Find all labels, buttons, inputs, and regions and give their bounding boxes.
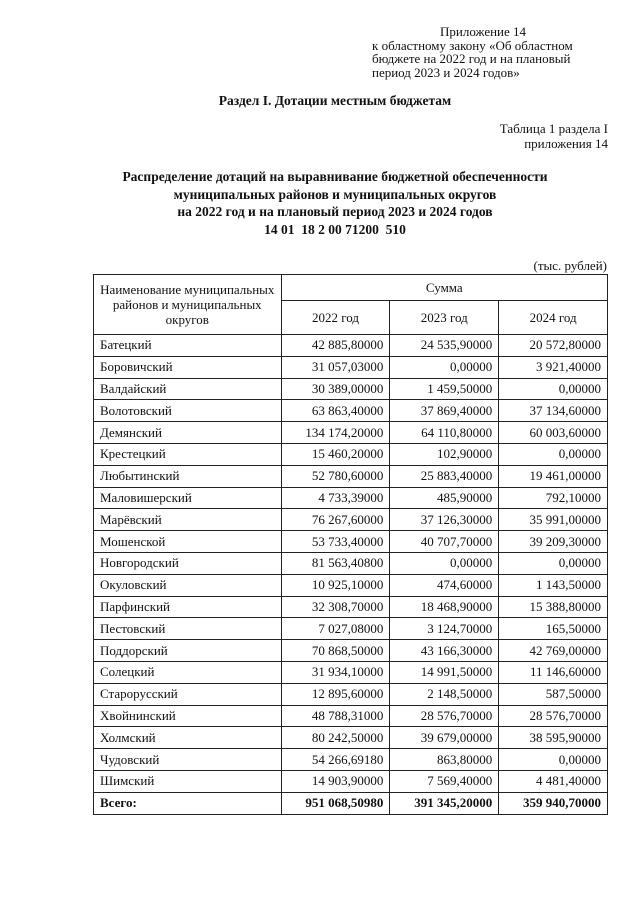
- table-row: [94, 335, 608, 357]
- district-name-cell: Пестовский: [94, 618, 282, 640]
- value-2024-cell: 35 991,00000: [499, 509, 608, 531]
- appendix-note: [372, 25, 622, 79]
- value-2023-cell: 24 535,90000: [390, 335, 499, 357]
- value-2023-cell: 0,00000: [390, 356, 499, 378]
- header-year: 2024 год: [499, 301, 608, 335]
- district-name-cell: Боровичский: [94, 356, 282, 378]
- value-2024-cell: 587,50000: [499, 683, 608, 705]
- district-name-cell: Маловишерский: [94, 487, 282, 509]
- value-2023-cell: 7 569,40000: [390, 770, 499, 792]
- table-row: [94, 574, 608, 596]
- value-2024-cell: 3 921,40000: [499, 356, 608, 378]
- value-2024-cell: 11 146,60000: [499, 661, 608, 683]
- table-row: [94, 487, 608, 509]
- value-2022-cell: 80 242,50000: [281, 727, 390, 749]
- appendix-line: бюджете на 2022 год и на плановый: [372, 51, 571, 66]
- value-2024-cell: 359 940,70000: [499, 792, 608, 814]
- value-2024-cell: 37 134,60000: [499, 400, 608, 422]
- district-name-cell: Всего:: [94, 792, 282, 814]
- table-row: [94, 596, 608, 618]
- table-row: [94, 727, 608, 749]
- value-2023-cell: 39 679,00000: [390, 727, 499, 749]
- district-name-cell: Марёвский: [94, 509, 282, 531]
- table-row: [94, 356, 608, 378]
- value-2023-cell: 40 707,70000: [390, 531, 499, 553]
- district-name-cell: Крестецкий: [94, 443, 282, 465]
- value-2022-cell: 32 308,70000: [281, 596, 390, 618]
- title-line: на 2022 год и на плановый период 2023 и 2024 годов: [177, 204, 493, 219]
- value-2024-cell: 38 595,90000: [499, 727, 608, 749]
- value-2024-cell: 0,00000: [499, 378, 608, 400]
- district-name-cell: Солецкий: [94, 661, 282, 683]
- header-sum: Сумма: [281, 275, 607, 301]
- value-2023-cell: 28 576,70000: [390, 705, 499, 727]
- value-2022-cell: 951 068,50980: [281, 792, 390, 814]
- value-2022-cell: 12 895,60000: [281, 683, 390, 705]
- district-name-cell: Демянский: [94, 422, 282, 444]
- appendix-line: период 2023 и 2024 годов»: [372, 64, 520, 80]
- value-2023-cell: 3 124,70000: [390, 618, 499, 640]
- district-name-cell: Шимский: [94, 770, 282, 792]
- table-row: [94, 749, 608, 771]
- table-row: [94, 770, 608, 792]
- table-row: [94, 443, 608, 465]
- table-reference-line: приложения 14: [524, 136, 608, 151]
- district-name-cell: Любытинский: [94, 465, 282, 487]
- header-name: Наименование муниципальных районов и муниципальных округов: [94, 275, 282, 335]
- subsidy-table: [93, 274, 608, 815]
- value-2024-cell: 0,00000: [499, 749, 608, 771]
- header-year: 2022 год: [281, 301, 390, 335]
- value-2022-cell: 31 934,10000: [281, 661, 390, 683]
- value-2023-cell: 43 166,30000: [390, 640, 499, 662]
- units-label: (тыс. рублей): [533, 258, 607, 273]
- value-2022-cell: 10 925,10000: [281, 574, 390, 596]
- district-name-cell: Поддорский: [94, 640, 282, 662]
- district-name-cell: Парфинский: [94, 596, 282, 618]
- district-name-cell: Хвойнинский: [94, 705, 282, 727]
- value-2022-cell: 53 733,40000: [281, 531, 390, 553]
- value-2022-cell: 7 027,08000: [281, 618, 390, 640]
- table-row: [94, 422, 608, 444]
- district-name-cell: Волотовский: [94, 400, 282, 422]
- appendix-line: Приложение 14: [440, 24, 527, 39]
- total-row: [94, 792, 608, 814]
- value-2024-cell: 39 209,30000: [499, 531, 608, 553]
- table-row: [94, 509, 608, 531]
- value-2024-cell: 4 481,40000: [499, 770, 608, 792]
- table-row: [94, 465, 608, 487]
- value-2023-cell: 485,90000: [390, 487, 499, 509]
- table-row: [94, 531, 608, 553]
- district-name-cell: Мошенской: [94, 531, 282, 553]
- title-line: муниципальных районов и муниципальных округов: [173, 186, 497, 202]
- budget-code: 14 01 18 2 00 71200 510: [264, 222, 406, 237]
- value-2024-cell: 15 388,80000: [499, 596, 608, 618]
- table-row: [94, 661, 608, 683]
- value-2024-cell: 1 143,50000: [499, 574, 608, 596]
- value-2022-cell: 52 780,60000: [281, 465, 390, 487]
- value-2023-cell: 391 345,20000: [390, 792, 499, 814]
- value-2022-cell: 31 057,03000: [281, 356, 390, 378]
- table-reference: [500, 121, 608, 151]
- district-name-cell: Окуловский: [94, 574, 282, 596]
- district-name-cell: Батецкий: [94, 335, 282, 357]
- document-title: [0, 168, 640, 221]
- value-2024-cell: 20 572,80000: [499, 335, 608, 357]
- district-name-cell: Холмский: [94, 727, 282, 749]
- value-2024-cell: 42 769,00000: [499, 640, 608, 662]
- value-2023-cell: 102,90000: [390, 443, 499, 465]
- value-2024-cell: 165,50000: [499, 618, 608, 640]
- district-name-cell: Чудовский: [94, 749, 282, 771]
- value-2024-cell: 792,10000: [499, 487, 608, 509]
- appendix-line: к областному закону «Об областном: [372, 37, 573, 53]
- value-2022-cell: 70 868,50000: [281, 640, 390, 662]
- value-2024-cell: 0,00000: [499, 552, 608, 574]
- value-2022-cell: 42 885,80000: [281, 335, 390, 357]
- table-row: [94, 705, 608, 727]
- district-name-cell: Новгородский: [94, 552, 282, 574]
- table-reference-line: Таблица 1 раздела I: [499, 121, 608, 136]
- value-2022-cell: 54 266,69180: [281, 749, 390, 771]
- table-row: [94, 378, 608, 400]
- title-line: Распределение дотаций на выравнивание бюджетной обеспеченности: [122, 169, 548, 184]
- table-row: [94, 400, 608, 422]
- value-2023-cell: 474,60000: [390, 574, 499, 596]
- value-2022-cell: 14 903,90000: [281, 770, 390, 792]
- district-name-cell: Валдайский: [94, 378, 282, 400]
- value-2022-cell: 4 733,39000: [281, 487, 390, 509]
- value-2022-cell: 30 389,00000: [281, 378, 390, 400]
- value-2023-cell: 25 883,40000: [390, 465, 499, 487]
- district-name-cell: Старорусский: [94, 683, 282, 705]
- value-2023-cell: 0,00000: [390, 552, 499, 574]
- value-2023-cell: 37 869,40000: [390, 400, 499, 422]
- value-2024-cell: 19 461,00000: [499, 465, 608, 487]
- table-row: [94, 552, 608, 574]
- value-2023-cell: 37 126,30000: [390, 509, 499, 531]
- table-row: [94, 683, 608, 705]
- value-2023-cell: 18 468,90000: [390, 596, 499, 618]
- value-2023-cell: 1 459,50000: [390, 378, 499, 400]
- header-year: 2023 год: [390, 301, 499, 335]
- value-2024-cell: 0,00000: [499, 443, 608, 465]
- value-2023-cell: 2 148,50000: [390, 683, 499, 705]
- value-2023-cell: 863,80000: [390, 749, 499, 771]
- value-2022-cell: 76 267,60000: [281, 509, 390, 531]
- value-2022-cell: 134 174,20000: [281, 422, 390, 444]
- value-2024-cell: 60 003,60000: [499, 422, 608, 444]
- value-2022-cell: 63 863,40000: [281, 400, 390, 422]
- value-2022-cell: 48 788,31000: [281, 705, 390, 727]
- table-row: [94, 640, 608, 662]
- value-2023-cell: 14 991,50000: [390, 661, 499, 683]
- value-2022-cell: 81 563,40800: [281, 552, 390, 574]
- value-2022-cell: 15 460,20000: [281, 443, 390, 465]
- section-title: Раздел I. Дотации местным бюджетам: [218, 93, 452, 108]
- value-2023-cell: 64 110,80000: [390, 422, 499, 444]
- table-row: [94, 618, 608, 640]
- value-2024-cell: 28 576,70000: [499, 705, 608, 727]
